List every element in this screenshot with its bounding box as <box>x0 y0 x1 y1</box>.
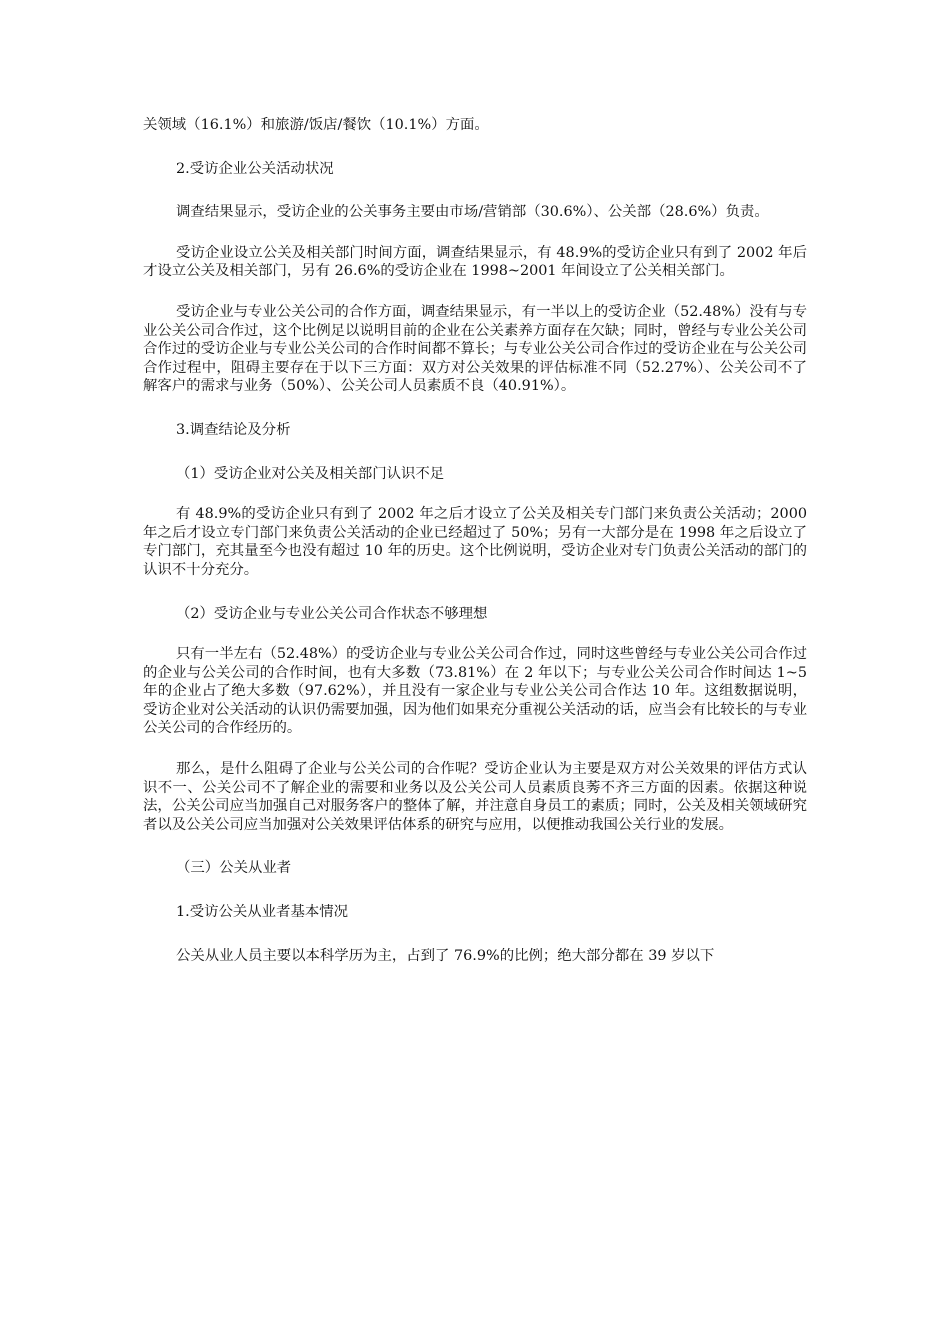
part-heading-3: （三）公关从业者 <box>176 860 292 877</box>
paragraph-continued: 关领域（16.1%）和旅游/饭店/餐饮（10.1%）方面。 <box>143 117 489 133</box>
document-page <box>143 116 807 965</box>
paragraph-agency-cooperation: 受访企业与专业公关公司的合作方面，调查结果显示，有一半以上的受访企业（52.48%）没有与专业公关公司合作过，这个比例足以说明目前的企业在公关素养方面存在欠缺；同时，曾经与专业公关公司合作过的受访企业与专业公关公司的合作时间都不算长；与专业公关公司合作过的受访企业在与公关公司合作过程中，阻碍主要存在于以下三方面：双方对公关效果的评估标准不同（52.27%）、公关公司不了解客户的需求与业务（50%）、公关公司人员素质不良（40.91%）。 <box>143 303 807 395</box>
subheading-3: 1.受访公关从业者基本情况 <box>176 904 349 921</box>
subheading-1: （1）受访企业对公关及相关部门认识不足 <box>176 465 445 482</box>
paragraph-obstacles: 那么，是什么阻碍了企业与公关公司的合作呢？受访企业认为主要是双方对公关效果的评估方式认识不一、公关公司不了解企业的需要和业务以及公关公司人员素质良莠不齐三方面的因素。依据这种说法，公关公司应当加强自己对服务客户的整体了解，并注意自身员工的素质；同时，公关及相关领域研究者以及公关公司应当加强对公关效果评估体系的研究与应用，以便推动我国公关行业的发展。 <box>143 761 807 833</box>
paragraph-conclusion-2: 只有一半左右（52.48%）的受访企业与专业公关公司合作过，同时这些曾经与专业公关公司合作过的企业与公关公司的合作时间，也有大多数（73.81%）在 2 年以下；与专业公关公司合作时间达 1~5 年的企业占了绝大多数（97.62%），并且没有一家企业与专业公关公司合作达 10 年。这组数据说明，受访企业对公关活动的认识仍需要加强，因为他们如果充分重视公关活动的话，应当会有比较长的与专业公关公司的合作经历的。 <box>143 646 807 737</box>
paragraph-conclusion-1: 有 48.9%的受访企业只有到了 2002 年之后才设立了公关及相关专门部门来负责公关活动；2000 年之后才设立专门部门来负责公关活动的企业已经超过了 50%；另有一大部分是在 1998 年之后设立了专门部门，充其量至今也没有超过 10 年的历史。这个比例说明，受访企业对专门负责公关活动的部门的认识不十分充分。 <box>143 506 807 578</box>
section-heading-2: 2.受访企业公关活动状况 <box>176 160 334 177</box>
subheading-2: （2）受访企业与专业公关公司合作状态不够理想 <box>176 605 488 622</box>
section-heading-3: 3.调查结论及分析 <box>176 421 291 438</box>
paragraph-pr-department: 调查结果显示，受访企业的公关事务主要由市场/营销部（30.6%）、公关部（28.6%）负责。 <box>176 204 769 221</box>
paragraph-practitioners: 公关从业人员主要以本科学历为主，占到了 76.9%的比例；绝大部分都在 39 岁以下 <box>176 947 715 964</box>
paragraph-department-timing: 受访企业设立公关及相关部门时间方面，调查结果显示，有 48.9%的受访企业只有到了 2002 年后才设立公关及相关部门，另有 26.6%的受访企业在 1998~2001 年间设立了公关相关部门。 <box>143 244 807 280</box>
